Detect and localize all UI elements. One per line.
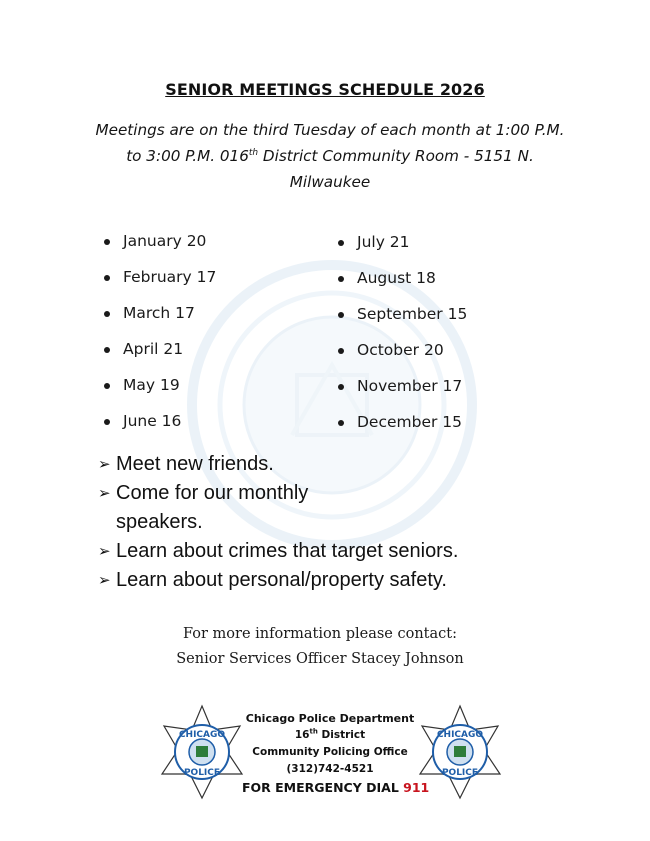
meeting-info-line-3: Milwaukee — [289, 173, 371, 191]
meeting-date-label: June 16 — [123, 412, 182, 430]
bullet-icon — [104, 239, 110, 245]
room-address: District Community Room - 5151 N. — [258, 147, 534, 165]
department-footer — [160, 704, 500, 804]
bullet-icon — [338, 420, 344, 426]
police-star-badge-icon — [160, 704, 244, 800]
meeting-date — [104, 267, 216, 303]
arrow-bullet-icon: ➢ — [98, 572, 111, 589]
bullet-icon — [104, 383, 110, 389]
bullet-icon — [338, 240, 344, 246]
meeting-date — [338, 376, 467, 412]
bullet-icon — [104, 419, 110, 425]
badge-top-text: CHICAGO — [436, 730, 484, 740]
bullet-icon — [338, 276, 344, 282]
contact-prompt: For more information please contact: — [183, 626, 457, 642]
meeting-date — [338, 340, 467, 376]
meeting-date — [338, 412, 467, 448]
district-number: 16 — [294, 729, 310, 741]
meeting-date-label: March 17 — [123, 304, 195, 322]
meeting-date-label: May 19 — [123, 376, 180, 394]
benefit-item — [98, 479, 498, 537]
meeting-date — [338, 304, 467, 340]
benefit-text: Meet new friends. — [116, 453, 274, 475]
badge-bottom-text: POLICE — [183, 768, 221, 778]
meeting-date-label: November 17 — [357, 377, 463, 395]
meeting-date-label: February 17 — [123, 268, 217, 286]
meeting-info — [70, 117, 590, 195]
meeting-date — [104, 375, 216, 411]
arrow-bullet-icon: ➢ — [98, 485, 111, 502]
badge-top-text: CHICAGO — [178, 730, 226, 740]
meeting-date — [338, 232, 467, 268]
bullet-icon — [104, 275, 110, 281]
bullet-icon — [104, 347, 110, 353]
meeting-date-label: October 20 — [357, 341, 444, 359]
phone-number: (312)742-4521 — [286, 763, 374, 775]
bullet-icon — [104, 311, 110, 317]
district-word: District — [317, 729, 366, 741]
arrow-bullet-icon: ➢ — [98, 543, 111, 560]
bullet-icon — [338, 312, 344, 318]
police-star-badge-icon — [418, 704, 502, 800]
meeting-dates-column-left — [104, 231, 216, 447]
emergency-number: 911 — [403, 780, 430, 795]
district-label — [242, 727, 418, 744]
meeting-date — [104, 303, 216, 339]
district-ordinal: th — [309, 727, 318, 736]
meeting-date — [338, 268, 467, 304]
meeting-date-label: July 21 — [357, 233, 410, 251]
meeting-date — [104, 411, 216, 447]
meeting-date-label: December 15 — [357, 413, 463, 431]
meeting-info-line-2 — [70, 143, 590, 169]
meeting-date-label: April 21 — [123, 340, 184, 358]
meeting-date-label: August 18 — [357, 269, 436, 287]
benefit-text: Learn about crimes that target seniors. — [116, 540, 459, 562]
meeting-date-label: September 15 — [357, 305, 468, 323]
contact-info — [150, 622, 490, 672]
page-title: SENIOR MEETINGS SCHEDULE 2026 — [165, 80, 485, 99]
benefit-item — [98, 450, 498, 479]
meeting-dates-column-right — [338, 232, 467, 448]
bullet-icon — [338, 348, 344, 354]
bullet-icon — [338, 384, 344, 390]
ordinal-suffix: th — [248, 147, 259, 158]
benefit-text: Come for our monthly speakers. — [116, 482, 309, 533]
contact-officer: Senior Services Officer Stacey Johnson — [176, 651, 464, 667]
meeting-date-label: January 20 — [123, 232, 207, 250]
meeting-date — [104, 231, 216, 267]
meeting-info-line-1: Meetings are on the third Tuesday of each month at 1:00 P.M. — [95, 121, 565, 139]
benefit-text: Learn about personal/property safety. — [116, 569, 447, 591]
office-name: Community Policing Office — [252, 746, 408, 758]
benefits-list — [98, 450, 498, 595]
benefit-item — [98, 537, 498, 566]
arrow-bullet-icon: ➢ — [98, 456, 111, 473]
meeting-time-location: to 3:00 P.M. 016 — [126, 147, 249, 165]
badge-bottom-text: POLICE — [441, 768, 479, 778]
emergency-line — [242, 779, 430, 796]
benefit-item — [98, 566, 498, 595]
meeting-date — [104, 339, 216, 375]
department-name: Chicago Police Department — [245, 712, 415, 725]
emergency-prefix: FOR EMERGENCY DIAL — [242, 780, 404, 795]
department-info — [242, 710, 430, 796]
